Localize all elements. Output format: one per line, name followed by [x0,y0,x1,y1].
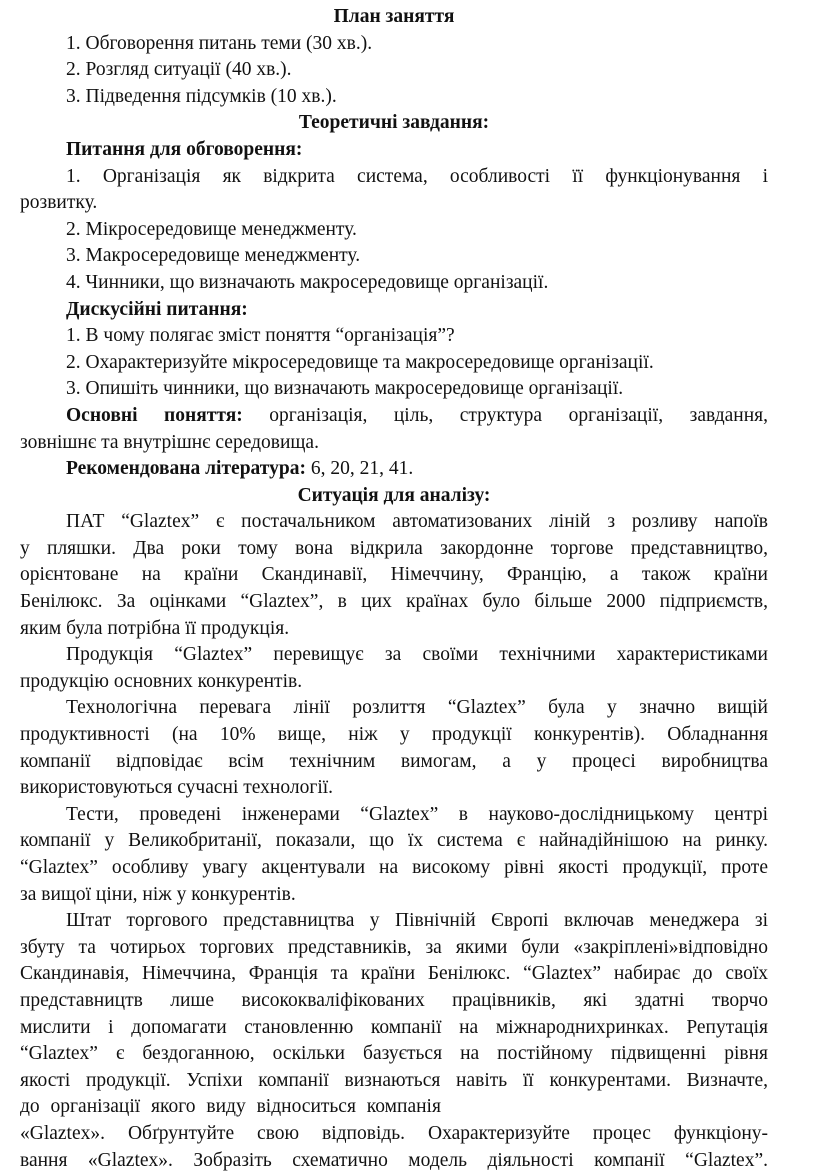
case-p2-line: Продукція “Glaztex” перевищує за своїми технічними характеристиками [66,644,768,666]
discussion-question-2: 2. Мікросередовище менеджменту. [66,218,357,240]
case-p1-line: яким була потрібна її продукція. [20,617,290,639]
case-paragraph-5 [20,908,768,1174]
case-p4-line: “Glaztex” особливу увагу акцентували на високому рівні якості продукції, проте [20,857,768,878]
case-p1-line: ПАТ “Glaztex” є постачальником автоматизованих ліній з розливу напоїв [66,511,768,533]
case-p3-line: компанії відповідає всім технічним вимогам, а у процесі виробництва [20,750,768,772]
case-p5-line: мислити і допомагати становленню компанії на міжнароднихринках. Репутація [20,1016,768,1038]
case-p5-line: представництв лише висококваліфікованих працівників, які здатні творчо [20,989,768,1011]
case-p5-line: Штат торгового представництва у Північній Європі включав менеджера зі [66,910,768,932]
debate-question-1: 1. В чому полягає зміст поняття “організація”? [66,325,455,347]
case-p3-line: Технологічна перевага лінії розлиття “Glaztex” була у значно вищій [66,697,768,719]
key-concepts-line-2: зовнішнє та внутрішнє середовища. [20,431,319,453]
case-paragraph-3 [20,695,768,801]
case-p5-line: якості продукції. Успіхи компанії визнаються навіть її конкурентами. Визначте, [20,1069,768,1091]
case-p3-line: продуктивності (на 10% вище, ніж у продукції конкурентів). Обладнання [20,724,768,746]
discussion-question-3: 3. Макросередовище менеджменту. [66,245,361,267]
case-paragraph-2 [20,642,768,695]
key-concepts-text: організація, ціль, структура організації, завдання, [242,404,768,426]
literature-value: 6, 20, 21, 41. [305,458,414,480]
plan-item-2: 2. Розгляд ситуації (40 хв.). [66,59,292,81]
discussion-question-1-line-2: розвитку. [20,192,98,214]
case-p4-line: компанії у Великобританії, показали, що їх система є найнадійнішою на ринку. [20,830,768,852]
case-p2-line: продукцію основних конкурентів. [20,670,303,692]
case-p1-line: орієнтоване на країни Скандинавії, Німеччину, Францію, а також країни [20,564,768,586]
plan-item-1: 1. Обговорення питань теми (30 хв.). [66,32,373,54]
lesson-plan-title: План заняття [333,6,455,27]
key-concepts-label: Основні поняття: [66,404,243,426]
case-p4-line: за вищої ціни, ніж у конкурентів. [20,883,296,905]
discussion-heading: Питання для обговорення: [66,138,303,160]
debate-heading: Дискусійні питання: [66,298,248,320]
discussion-question-1-line-1: 1. Організація як відкрита система, особливості її функціонування і [66,165,768,187]
case-p1-line: Бенілюкс. За оцінками “Glaztex”, в цих країнах було більше 2000 підприємств, [20,591,768,613]
case-paragraph-1 [20,509,768,642]
case-p5-line: до організації якого виду відноситься компанія [20,1096,441,1118]
theory-title: Теоретичні завдання: [298,112,490,134]
literature-label: Рекомендована література: [66,458,306,480]
discussion-question-4: 4. Чинники, що визначають макросередовище організації. [66,271,549,293]
case-p5-line: Скандинавія, Німеччина, Франція та країни Бенілюкс. “Glaztex” набирає до своїх [20,963,768,985]
debate-question-2: 2. Охарактеризуйте мікросередовище та макросередовище організації. [66,351,654,373]
case-p5-line: збуту та чотирьох торгових представників, за якими були «закріплені»відповідно [20,936,768,958]
case-p1-line: у пляшки. Два роки тому вона відкрила закордонне торгове представництво, [20,537,768,559]
case-p5-line: «Glaztex». Обґрунтуйте свою відповідь. Охарактеризуйте процес функціону- [20,1122,768,1144]
case-p5-line: “Glaztex” є бездоганною, оскільки базується на постійному підвищенні рівня [20,1043,768,1065]
case-p5-line: вання «Glaztex». Зобразіть схематично модель діяльності компанії “Glaztex”. [20,1149,768,1171]
key-concepts-line-1 [20,403,768,430]
case-p4-line: Тести, проведені інженерами “Glaztex” в науково-дослідницькому центрі [66,803,768,825]
debate-question-3: 3. Опишіть чинники, що визначають макросередовище організації. [66,378,624,400]
case-p3-line: використовуються сучасні технології. [20,777,334,799]
case-title: Ситуація для аналізу: [297,484,491,506]
plan-item-3: 3. Підведення підсумків (10 хв.). [66,85,337,107]
literature-line [20,456,768,483]
case-paragraph-4 [20,802,768,908]
